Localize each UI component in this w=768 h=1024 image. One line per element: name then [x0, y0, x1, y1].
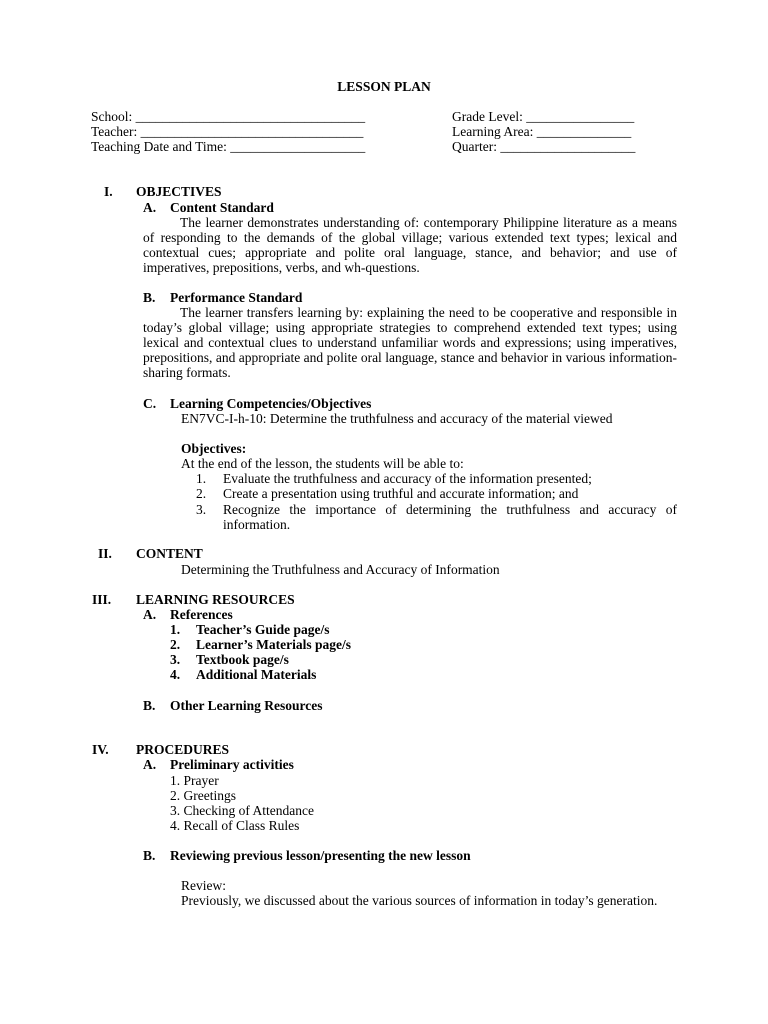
other-resources-heading: Other Learning Resources [170, 698, 323, 713]
objective-number: 1. [196, 471, 207, 486]
performance-standard-paragraph [143, 305, 677, 380]
teacher-field: Teacher: _________________________________ [91, 124, 364, 139]
section-heading-procedures: PROCEDURES [136, 742, 230, 757]
objective-number: 2. [196, 486, 207, 501]
preliminary-item: 4. Recall of Class Rules [170, 818, 300, 833]
objective-item-continuation: information. [223, 517, 291, 532]
performance-standard-text: The learner transfers learning by: explaining the need to be cooperative and responsible in today’s global village; using appropriate strategies to comprehend extended text types; using lexical and contextual clues to understand unfamiliar words and expressions; using imperatives, prepositions, and appropriate and polite oral language, stance and behavior in various information-sharing formats. [143, 305, 677, 380]
competencies-heading: Learning Competencies/Objectives [170, 396, 372, 411]
quarter-field: Quarter: ____________________ [452, 139, 636, 154]
subsection-letter: B. [143, 698, 156, 713]
subsection-letter: A. [143, 200, 157, 215]
review-text: Previously, we discussed about the various sources of information in today’s generation. [181, 893, 658, 908]
preliminary-item: 3. Checking of Attendance [170, 803, 314, 818]
grade-level-field: Grade Level: ________________ [452, 109, 635, 124]
objective-item: Recognize the importance of determining the truthfulness and accuracy of [223, 502, 677, 517]
objective-item: Create a presentation using truthful and accurate information; and [223, 486, 579, 501]
reviewing-heading: Reviewing previous lesson/presenting the new lesson [170, 848, 471, 863]
objective-number: 3. [196, 502, 207, 517]
review-label: Review: [181, 878, 226, 893]
document-title: LESSON PLAN [337, 79, 431, 94]
subsection-letter: B. [143, 290, 156, 305]
section-numeral: IV. [92, 742, 109, 757]
reference-number: 2. [170, 637, 181, 652]
date-time-field: Teaching Date and Time: ____________________ [91, 139, 366, 154]
content-standard-heading: Content Standard [170, 200, 274, 215]
preliminary-heading: Preliminary activities [170, 757, 294, 772]
section-heading-objectives: OBJECTIVES [136, 184, 222, 199]
section-numeral: II. [98, 546, 112, 561]
references-heading: References [170, 607, 233, 622]
section-heading-learning-resources: LEARNING RESOURCES [136, 592, 295, 607]
content-standard-text: The learner demonstrates understanding of: contemporary Philippine literature as a means of responding to the demands of the global village; various extended text types; lexical and contextual cues; appropriate and polite oral language, stance, and behavior; and use of imperatives, prepositions, verbs, and wh-questions. [143, 215, 677, 275]
objective-item: Evaluate the truthfulness and accuracy of the information presented; [223, 471, 592, 486]
reference-number: 1. [170, 622, 181, 637]
section-heading-content: CONTENT [136, 546, 203, 561]
preliminary-item: 2. Greetings [170, 788, 236, 803]
reference-item: Teacher’s Guide page/s [196, 622, 330, 637]
subsection-letter: A. [143, 757, 157, 772]
section-numeral: I. [104, 184, 113, 199]
performance-standard-heading: Performance Standard [170, 290, 303, 305]
objectives-label: Objectives: [181, 441, 247, 456]
reference-number: 3. [170, 652, 181, 667]
section-numeral: III. [92, 592, 112, 607]
subsection-letter: B. [143, 848, 156, 863]
reference-item: Learner’s Materials page/s [196, 637, 351, 652]
school-field: School: __________________________________ [91, 109, 366, 124]
reference-item: Textbook page/s [196, 652, 289, 667]
subsection-letter: C. [143, 396, 157, 411]
competency-code-text: EN7VC-I-h-10: Determine the truthfulness and accuracy of the material viewed [181, 411, 613, 426]
learning-area-field: Learning Area: ______________ [452, 124, 632, 139]
preliminary-item: 1. Prayer [170, 773, 219, 788]
objectives-intro: At the end of the lesson, the students will be able to: [181, 456, 464, 471]
content-text: Determining the Truthfulness and Accuracy of Information [181, 562, 500, 577]
content-standard-paragraph [143, 215, 677, 275]
reference-item: Additional Materials [196, 667, 317, 682]
subsection-letter: A. [143, 607, 157, 622]
reference-number: 4. [170, 667, 181, 682]
